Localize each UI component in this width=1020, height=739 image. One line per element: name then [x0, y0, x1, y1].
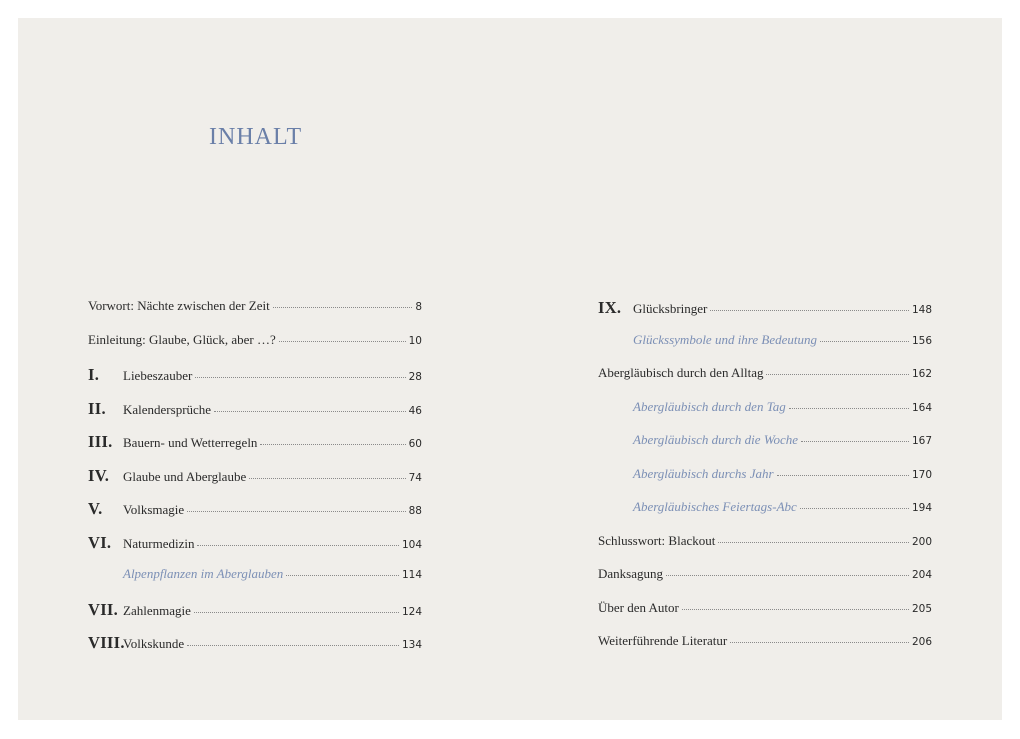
chapter-number: II.	[88, 398, 106, 418]
dot-leader	[800, 508, 909, 509]
toc-entry	[88, 399, 422, 433]
chapter-number: VIII.	[88, 633, 125, 652]
dot-leader	[273, 307, 413, 308]
page-number: 28	[408, 371, 422, 383]
entry-title: Glücksbringer	[633, 301, 708, 316]
toc-entry	[88, 499, 422, 533]
toc-subentry	[88, 566, 422, 600]
dot-leader	[789, 408, 909, 409]
page-number: 60	[408, 438, 422, 450]
toc-entry	[88, 332, 422, 366]
dot-leader	[766, 374, 908, 375]
dot-leader	[249, 478, 405, 479]
dot-leader	[682, 609, 909, 610]
entry-title: Abergläubisch durch den Alltag	[598, 365, 764, 380]
entry-title: Bauern- und Wetterregeln	[123, 435, 258, 450]
chapter-number: V.	[88, 499, 103, 518]
dot-leader	[194, 612, 399, 613]
chapter-number: IX.	[598, 298, 622, 317]
dot-leader	[801, 441, 909, 442]
page-number: 46	[408, 404, 422, 417]
page-number: 170	[911, 468, 932, 481]
entry-title: Danksagung	[598, 566, 663, 581]
entry-title: Abergläubisches Feiertags-Abc	[633, 499, 797, 514]
page-number: 206	[911, 636, 932, 648]
entry-title: Vorwort: Nächte zwischen der Zeit	[88, 298, 270, 313]
dot-leader	[197, 545, 398, 546]
entry-title: Zahlenmagie	[123, 602, 191, 618]
page-number: 134	[401, 639, 422, 651]
chapter-number: I.	[88, 365, 100, 384]
toc-entry	[598, 533, 932, 567]
entry-title: Liebeszauber	[123, 368, 193, 383]
entry-title: Abergläubisch durch den Tag	[633, 398, 786, 414]
page-number: 124	[401, 605, 422, 618]
dot-leader	[820, 341, 909, 342]
page-number: 200	[911, 535, 932, 548]
entry-title: Alpenpflanzen im Aberglauben	[123, 566, 284, 581]
page-number: 8	[415, 301, 422, 313]
page-number: 104	[401, 538, 422, 551]
entry-title: Volkskunde	[123, 636, 185, 651]
entry-title: Volksmagie	[123, 502, 185, 517]
dot-leader	[710, 310, 909, 311]
entry-title: Glückssymbole und ihre Bedeutung	[633, 331, 817, 347]
dot-leader	[187, 511, 405, 512]
toc-entry	[88, 600, 422, 634]
page-number: 205	[911, 602, 932, 615]
toc-entry	[88, 298, 422, 332]
page-title: INHALT	[209, 124, 303, 150]
page-number: 74	[408, 471, 422, 484]
toc-entry	[598, 633, 932, 667]
dot-leader	[279, 341, 406, 342]
dot-leader	[666, 575, 909, 576]
page-number: 156	[911, 334, 932, 347]
entry-title: Abergläubisch durchs Jahr	[633, 465, 774, 481]
toc-subentry	[598, 466, 932, 500]
dot-leader	[286, 575, 399, 576]
page-number: 162	[911, 368, 932, 380]
chapter-number: VII.	[88, 599, 119, 619]
chapter-number: III.	[88, 432, 113, 451]
page-number: 167	[911, 435, 932, 447]
dot-leader	[214, 411, 406, 412]
toc-left-column	[88, 298, 422, 667]
dot-leader	[187, 645, 399, 646]
toc-entry	[88, 432, 422, 466]
toc-entry	[88, 533, 422, 567]
toc-subentry	[598, 499, 932, 533]
page-number: 148	[911, 304, 932, 316]
entry-title: Weiterführende Literatur	[598, 633, 728, 648]
toc-right-column	[598, 298, 932, 667]
page-number: 114	[401, 569, 422, 581]
dot-leader	[260, 444, 405, 445]
page-number: 204	[911, 569, 932, 581]
entry-title: Kalendersprüche	[123, 401, 212, 417]
entry-title: Abergläubisch durch die Woche	[633, 432, 798, 447]
chapter-number: VI.	[88, 532, 112, 552]
page-number: 164	[911, 401, 932, 414]
dot-leader	[730, 642, 909, 643]
entry-title: Einleitung: Glaube, Glück, aber …?	[88, 331, 276, 347]
entry-title: Über den Autor	[598, 599, 679, 615]
entry-title: Glaube und Aberglaube	[123, 468, 247, 484]
entry-title: Naturmedizin	[123, 535, 195, 551]
toc-entry	[88, 466, 422, 500]
toc-entry	[88, 633, 422, 667]
entry-title: Schlusswort: Blackout	[598, 532, 716, 548]
toc-entry	[598, 600, 932, 634]
chapter-number: IV.	[88, 465, 110, 485]
toc-subentry	[598, 399, 932, 433]
dot-leader	[777, 475, 909, 476]
toc-entry	[598, 298, 932, 332]
toc-entry	[88, 365, 422, 399]
dot-leader	[195, 377, 405, 378]
toc-entry	[598, 566, 932, 600]
toc-entry	[598, 365, 932, 399]
book-page-spread	[18, 18, 1002, 720]
page-number: 194	[911, 502, 932, 514]
toc-subentry	[598, 332, 932, 366]
dot-leader	[718, 542, 909, 543]
page-number: 88	[408, 505, 422, 517]
page-number: 10	[408, 334, 422, 347]
toc-subentry	[598, 432, 932, 466]
